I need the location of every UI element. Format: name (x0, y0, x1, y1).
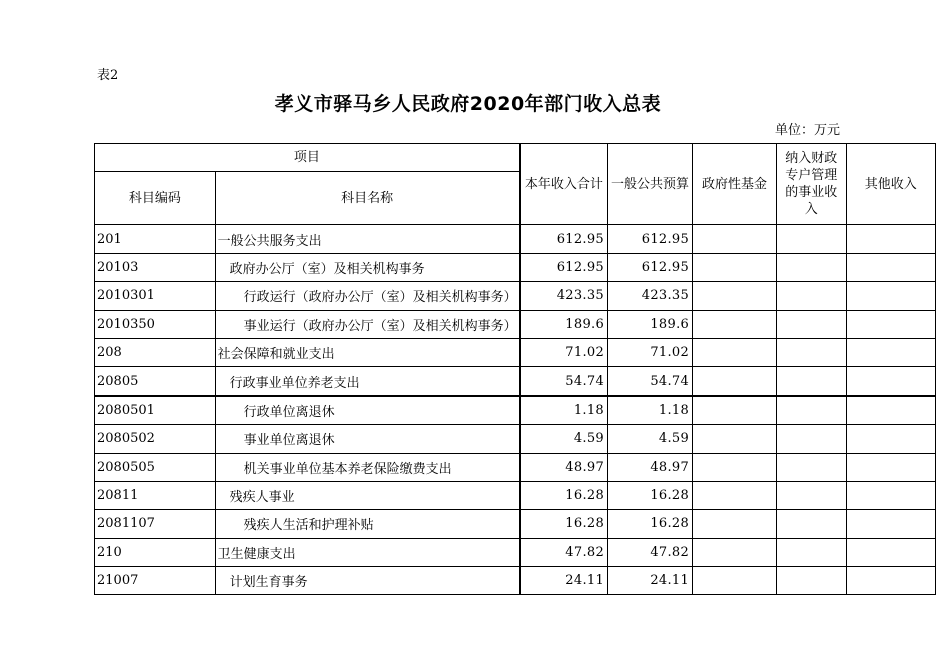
cell-general-budget: 4.59 (608, 425, 693, 453)
table-row (95, 367, 936, 396)
cell-gov-fund (693, 567, 777, 595)
cell-general-budget: 189.6 (608, 310, 693, 338)
header-total: 本年收入合计 (520, 144, 608, 225)
cell-other-income (846, 453, 935, 481)
cell-other-income (846, 310, 935, 338)
cell-name: 残疾人事业 (215, 481, 520, 509)
cell-name: 计划生育事务 (215, 567, 520, 595)
cell-special-account (776, 425, 846, 453)
cell-general-budget: 423.35 (608, 282, 693, 310)
table-row (95, 510, 936, 538)
cell-general-budget: 71.02 (608, 338, 693, 366)
cell-gov-fund (693, 225, 777, 253)
cell-total: 189.6 (520, 310, 608, 338)
table-row (95, 282, 936, 310)
cell-other-income (846, 425, 935, 453)
cell-general-budget: 47.82 (608, 538, 693, 566)
cell-gov-fund (693, 396, 777, 425)
cell-code: 21007 (95, 567, 216, 595)
table-row (95, 481, 936, 509)
cell-other-income (846, 510, 935, 538)
cell-code: 2080502 (95, 425, 216, 453)
cell-special-account (776, 338, 846, 366)
cell-total: 4.59 (520, 425, 608, 453)
cell-code: 2080501 (95, 396, 216, 425)
cell-name: 事业单位离退休 (215, 425, 520, 453)
cell-special-account (776, 396, 846, 425)
cell-code: 2010350 (95, 310, 216, 338)
table-number: 表2 (97, 68, 119, 83)
table-row (95, 225, 936, 253)
cell-special-account (776, 225, 846, 253)
cell-special-account (776, 310, 846, 338)
cell-general-budget: 54.74 (608, 367, 693, 396)
cell-special-account (776, 567, 846, 595)
cell-other-income (846, 481, 935, 509)
cell-name: 事业运行（政府办公厅（室）及相关机构事务） (215, 310, 520, 338)
cell-general-budget: 48.97 (608, 453, 693, 481)
cell-total: 16.28 (520, 510, 608, 538)
cell-code: 20811 (95, 481, 216, 509)
cell-total: 71.02 (520, 338, 608, 366)
table-row (95, 425, 936, 453)
cell-special-account (776, 253, 846, 281)
cell-name: 行政运行（政府办公厅（室）及相关机构事务） (215, 282, 520, 310)
header-special-account: 纳入财政专户管理的事业收入 (776, 144, 846, 225)
cell-name: 社会保障和就业支出 (215, 338, 520, 366)
cell-special-account (776, 510, 846, 538)
table-row (95, 453, 936, 481)
cell-other-income (846, 225, 935, 253)
cell-code: 2010301 (95, 282, 216, 310)
cell-name: 机关事业单位基本养老保险缴费支出 (215, 453, 520, 481)
cell-code: 2081107 (95, 510, 216, 538)
cell-name: 行政事业单位养老支出 (215, 367, 520, 396)
cell-gov-fund (693, 367, 777, 396)
cell-special-account (776, 282, 846, 310)
cell-total: 612.95 (520, 253, 608, 281)
header-item: 项目 (95, 144, 520, 172)
cell-name: 行政单位离退休 (215, 396, 520, 425)
cell-special-account (776, 453, 846, 481)
cell-gov-fund (693, 282, 777, 310)
table-row (95, 567, 936, 595)
cell-other-income (846, 282, 935, 310)
cell-total: 612.95 (520, 225, 608, 253)
cell-gov-fund (693, 425, 777, 453)
cell-total: 47.82 (520, 538, 608, 566)
table-row (95, 538, 936, 566)
table-row (95, 396, 936, 425)
table-row (95, 338, 936, 366)
table-row (95, 310, 936, 338)
table-row (95, 253, 936, 281)
cell-name: 一般公共服务支出 (215, 225, 520, 253)
cell-other-income (846, 567, 935, 595)
cell-other-income (846, 396, 935, 425)
cell-gov-fund (693, 538, 777, 566)
unit-label: 单位：万元 (774, 123, 840, 138)
cell-name: 残疾人生活和护理补贴 (215, 510, 520, 538)
cell-total: 48.97 (520, 453, 608, 481)
cell-general-budget: 24.11 (608, 567, 693, 595)
cell-total: 1.18 (520, 396, 608, 425)
cell-general-budget: 16.28 (608, 510, 693, 538)
cell-gov-fund (693, 310, 777, 338)
header-name: 科目名称 (215, 172, 520, 225)
cell-other-income (846, 253, 935, 281)
cell-code: 20805 (95, 367, 216, 396)
cell-gov-fund (693, 338, 777, 366)
page-title: 孝义市驿马乡人民政府2020年部门收入总表 (274, 93, 662, 115)
header-other-income: 其他收入 (846, 144, 935, 225)
header-general-budget: 一般公共预算 (608, 144, 693, 225)
cell-name: 政府办公厅（室）及相关机构事务 (215, 253, 520, 281)
cell-code: 208 (95, 338, 216, 366)
cell-total: 16.28 (520, 481, 608, 509)
cell-general-budget: 612.95 (608, 225, 693, 253)
cell-gov-fund (693, 481, 777, 509)
header-gov-fund: 政府性基金 (693, 144, 777, 225)
cell-code: 2080505 (95, 453, 216, 481)
cell-code: 20103 (95, 253, 216, 281)
cell-general-budget: 612.95 (608, 253, 693, 281)
cell-other-income (846, 538, 935, 566)
cell-special-account (776, 367, 846, 396)
cell-name: 卫生健康支出 (215, 538, 520, 566)
cell-code: 201 (95, 225, 216, 253)
cell-gov-fund (693, 510, 777, 538)
cell-special-account (776, 481, 846, 509)
cell-general-budget: 1.18 (608, 396, 693, 425)
cell-other-income (846, 338, 935, 366)
cell-total: 54.74 (520, 367, 608, 396)
income-table (94, 143, 936, 595)
cell-gov-fund (693, 253, 777, 281)
cell-total: 423.35 (520, 282, 608, 310)
cell-code: 210 (95, 538, 216, 566)
cell-general-budget: 16.28 (608, 481, 693, 509)
cell-other-income (846, 367, 935, 396)
header-code: 科目编码 (95, 172, 216, 225)
cell-special-account (776, 538, 846, 566)
cell-total: 24.11 (520, 567, 608, 595)
cell-gov-fund (693, 453, 777, 481)
